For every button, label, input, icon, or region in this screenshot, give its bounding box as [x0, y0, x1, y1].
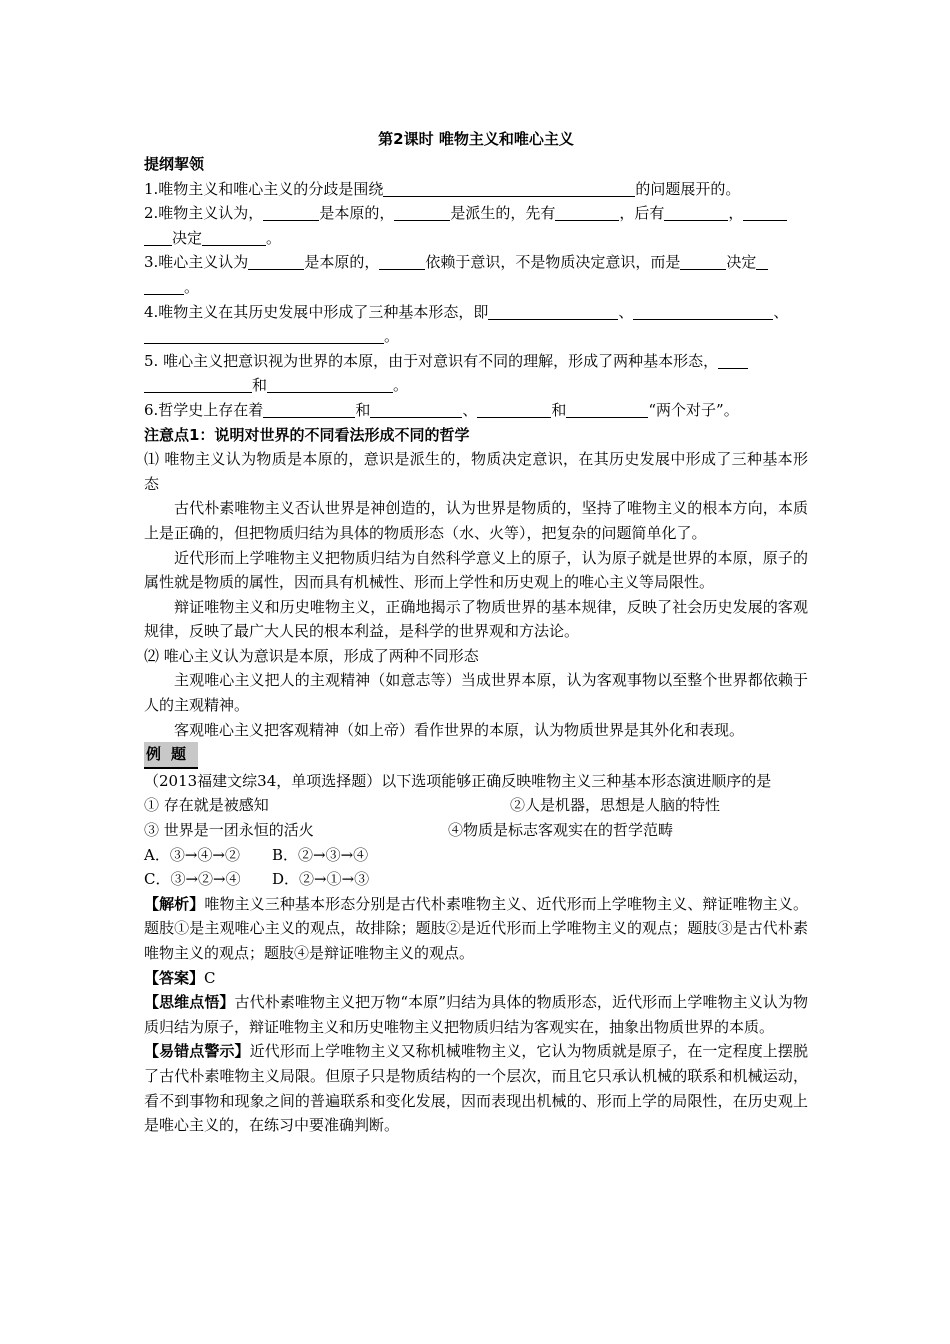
answer-blank[interactable] — [379, 253, 425, 270]
example-label: 例题 — [144, 742, 198, 769]
note1-para-1: ⑴ 唯物主义认为物质是本原的，意识是派生的，物质决定意识，在其历史发展中形成了三种基本形态 — [144, 450, 808, 493]
example-label-row — [144, 742, 808, 769]
outline-q4: 4.唯物主义在其历史发展中形成了三种基本形态，即 、 、 — [144, 302, 789, 321]
example-options-row-1 — [144, 843, 808, 868]
answer-blank[interactable] — [370, 401, 462, 418]
answer-blank[interactable] — [144, 229, 172, 246]
answer-blank[interactable] — [756, 253, 768, 270]
example-options-row-2 — [144, 867, 808, 892]
answer-blank[interactable] — [633, 303, 773, 320]
answer-value: C — [204, 968, 216, 987]
note1-para-6: 主观唯心主义把人的主观精神（如意志等）当成世界本原，认为客观事物以至整个世界都依赖于人的主观精神。 — [144, 671, 808, 715]
outline-q5: 5. 唯心主义把意识视为世界的本原，由于对意识有不同的理解，形成了两种基本形态， — [144, 349, 808, 374]
answer-blank[interactable] — [144, 278, 184, 295]
answer-blank[interactable] — [383, 180, 635, 197]
answer-blank[interactable] — [144, 376, 252, 393]
outline-q5-cont: 和 。 — [144, 373, 808, 398]
analysis-text: 唯物主义三种基本形态分别是古代朴素唯物主义、近代形而上学唯物主义、辩证唯物主义。题肢①是主观唯心主义的观点，故排除；题肢②是近代形而上学唯物主义的观点；题肢③是古代朴素唯物主义的观点；题肢④是辩证唯物主义的观点。 — [144, 894, 808, 962]
outline-q3: 3.唯心主义认为 是本原的， 依赖于意识，不是物质决定意识，而是 决定 — [144, 250, 808, 275]
answer-blank[interactable] — [680, 253, 726, 270]
outline-q4-cont: 。 — [144, 324, 808, 349]
outline-q1: 1.唯物主义和唯心主义的分歧是围绕 的问题展开的。 — [144, 179, 741, 198]
answer-blank[interactable] — [664, 204, 728, 221]
example-item: ②人是机器，思想是人脑的特性 — [510, 796, 721, 815]
answer-blank[interactable] — [477, 401, 551, 418]
note1-para-5: ⑵ 唯心主义认为意识是本原，形成了两种不同形态 — [144, 646, 479, 665]
answer-blank[interactable] — [718, 352, 748, 369]
thinking-label: 【思维点悟】 — [144, 993, 235, 1012]
warning-label: 【易错点警示】 — [144, 1042, 250, 1061]
document-page — [144, 126, 808, 1138]
option-d[interactable]: D．②→①→③ — [272, 870, 370, 889]
warning-block — [144, 1039, 808, 1137]
analysis-label: 【解析】 — [144, 894, 205, 913]
option-a[interactable]: A．③→④→② — [144, 845, 240, 864]
note1-para-4: 辩证唯物主义和历史唯物主义，正确地揭示了物质世界的基本规律，反映了社会历史发展的客观规律，反映了最广大人民的根本利益，是科学的世界观和方法论。 — [144, 597, 808, 641]
answer-blank[interactable] — [488, 303, 618, 320]
outline-heading: 提纲挈领 — [144, 155, 205, 173]
answer-blank[interactable] — [248, 253, 304, 270]
option-c[interactable]: C．③→②→④ — [144, 870, 241, 889]
option-b[interactable]: B．②→③→④ — [272, 845, 369, 864]
outline-q2: 2.唯物主义认为， 是本原的， 是派生的，先有 ，后有 ， — [144, 201, 808, 226]
note1-para-3: 近代形而上学唯物主义把物质归结为自然科学意义上的原子，认为原子就是世界的本原，原子的属性就是物质的属性，因而具有机械性、形而上学性和历史观上的唯心主义等局限性。 — [144, 548, 808, 592]
example-item: ④物质是标志客观实在的哲学范畴 — [448, 821, 674, 840]
thinking-text: 古代朴素唯物主义把万物“本原”归结为具体的物质形态，近代形而上学唯物主义认为物质归结为原子，辩证唯物主义和历史唯物主义把物质归结为客观实在，抽象出物质世界的本质。 — [144, 993, 808, 1036]
answer-block — [144, 966, 808, 991]
answer-blank[interactable] — [263, 401, 355, 418]
answer-blank[interactable] — [144, 327, 384, 344]
analysis-block — [144, 892, 808, 966]
example-question: （2013福建文综34，单项选择题）以下选项能够正确反映唯物主义三种基本形态演进顺序的是 — [144, 771, 772, 790]
example-items-row-1 — [144, 793, 808, 818]
note1-para-2: 古代朴素唯物主义否认世界是神创造的，认为世界是物质的，坚持了唯物主义的根本方向，本质上是正确的，但把物质归结为具体的物质形态（水、火等），把复杂的问题简单化了。 — [144, 499, 808, 542]
thinking-block — [144, 990, 808, 1039]
page-title: 第2课时 唯物主义和唯心主义 — [378, 130, 574, 148]
outline-q2-cont: 决定 。 — [144, 226, 808, 251]
answer-blank[interactable] — [202, 229, 266, 246]
example-items-row-2 — [144, 818, 808, 843]
warning-text: 近代形而上学唯物主义又称机械唯物主义，它认为物质就是原子，在一定程度上摆脱了古代朴素唯物主义局限。但原子只是物质结构的一个层次，而且它只承认机械的联系和机械运动，看不到事物和现象之间的普遍联系和变化发展，因而表现出机械的、形而上学的局限性，在历史观上是唯心主义的，在练习中要准确判断。 — [144, 1042, 808, 1135]
answer-blank[interactable] — [263, 204, 319, 221]
answer-blank[interactable] — [566, 401, 648, 418]
answer-blank[interactable] — [394, 204, 450, 221]
answer-blank[interactable] — [555, 204, 619, 221]
outline-q6: 6.哲学史上存在着 和 、 和 “两个对子”。 — [144, 400, 739, 419]
note1-para-7: 客观唯心主义把客观精神（如上帝）看作世界的本原，认为物质世界是其外化和表现。 — [174, 720, 745, 739]
answer-blank[interactable] — [267, 376, 393, 393]
outline-q3-cont: 。 — [144, 275, 808, 300]
answer-label: 【答案】 — [144, 968, 205, 987]
example-item: ① 存在就是被感知 — [144, 796, 269, 815]
example-item: ③ 世界是一团永恒的活火 — [144, 821, 314, 840]
note1-heading: 注意点1：说明对世界的不同看法形成不同的哲学 — [144, 425, 470, 444]
answer-blank[interactable] — [743, 204, 787, 221]
